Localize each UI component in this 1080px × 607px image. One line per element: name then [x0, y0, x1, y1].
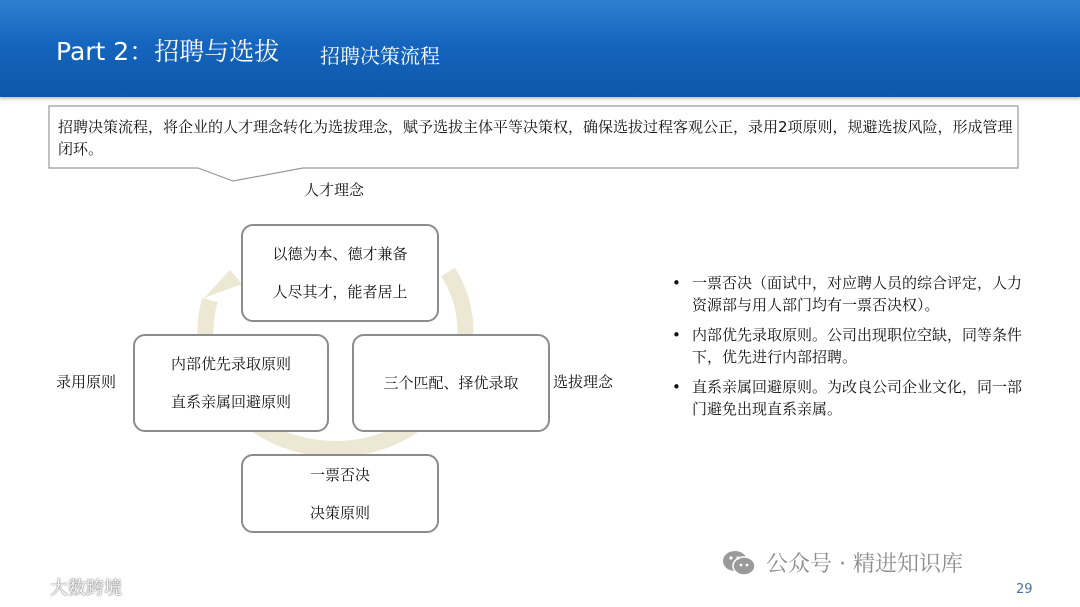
bullet-text: 内部优先录取原则。公司出现职位空缺，同等条件下，优先进行内部招聘。 [692, 326, 1023, 366]
box-line: 以德为本、德才兼备 [272, 245, 408, 263]
bullet-marker: • [672, 378, 681, 396]
box-line: 决策原则 [309, 503, 370, 522]
brand-logo-icon [10, 576, 50, 598]
wechat-icon [722, 549, 756, 577]
label-talent-philosophy: 人才理念 [304, 181, 365, 199]
decision-principle-box [241, 454, 439, 533]
list-item [672, 272, 1032, 316]
corner-logo [10, 574, 122, 600]
talent-philosophy-box [241, 224, 439, 322]
label-selection-philosophy: 选拔理念 [553, 373, 614, 391]
slide-subtitle: 招聘决策流程 [320, 44, 440, 68]
hiring-principles-box [133, 334, 329, 432]
box-line: 人尽其才，能者居上 [272, 283, 408, 301]
list-item [672, 324, 1032, 368]
box-line: 三个匹配、择优录取 [383, 374, 519, 392]
watermark-text: 公众号 · 精进知识库 [766, 552, 963, 577]
box-line: 内部优先录取原则 [170, 355, 291, 373]
corner-logo-text: 大数跨境 [50, 578, 122, 599]
page-number: 29 [1016, 582, 1033, 597]
bullet-marker: • [672, 274, 681, 292]
box-line: 一票否决 [309, 465, 370, 484]
bullet-text: 直系亲属回避原则。为改良公司企业文化，同一部门避免出现直系亲属。 [692, 378, 1023, 418]
principle-bullet-list [672, 272, 1032, 428]
callout-text: 招聘决策流程，将企业的人才理念转化为选拔理念，赋予选拔主体平等决策权，确保选拔过程客观公正，录用2项原则，规避选拔风险，形成管理闭环。 [58, 118, 1013, 158]
bullet-marker: • [672, 326, 681, 344]
selection-philosophy-box [352, 334, 550, 432]
box-line: 直系亲属回避原则 [170, 393, 291, 411]
slide-title: Part 2：招聘与选拔 [56, 37, 280, 66]
bullet-text: 一票否决（面试中，对应聘人员的综合评定，人力资源部与用人部门均有一票否决权）。 [692, 274, 1023, 314]
watermark [722, 547, 963, 578]
list-item [672, 376, 1032, 420]
label-hiring-principles: 录用原则 [56, 373, 117, 391]
cycle-arrowhead [204, 270, 242, 298]
